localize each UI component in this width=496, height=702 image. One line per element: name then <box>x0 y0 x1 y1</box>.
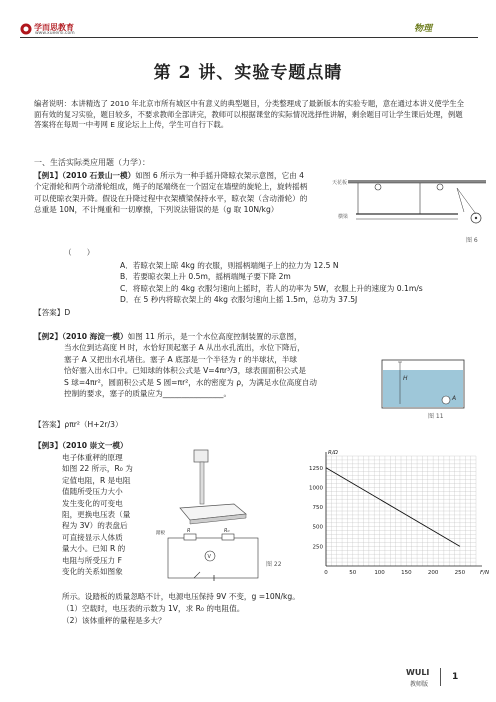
example-1 <box>34 170 312 216</box>
resistor-r0-label: R₀ <box>224 528 230 534</box>
fig22-label: 图 22 <box>266 561 282 568</box>
voltmeter-label: V <box>207 554 211 560</box>
option-b: B．若要晾衣架上升 0.5m，摇柄端绳子要下降 2m <box>120 272 291 282</box>
x-tick-label: 0 <box>324 570 328 576</box>
footer <box>0 662 496 702</box>
resistance-force-chart <box>296 448 490 586</box>
logo-icon <box>20 23 32 35</box>
y-tick-label: 500 <box>312 524 323 531</box>
y-tick-label: 1000 <box>309 485 323 492</box>
example-3-sub1: （1）空载时，电压表的示数为 1V，求 R₀ 的电阻值。 <box>62 604 245 613</box>
ceiling-label: 天花板 <box>332 180 348 186</box>
figure-11-tank <box>376 340 480 420</box>
example-2-answer: 【答案】ρπr²（H+2r/3） <box>34 420 123 429</box>
example-2-line-5: 控制的要求，塞子的质量应为________________。 <box>64 389 232 399</box>
resistor-r-label: R <box>187 528 191 534</box>
y-tick-label: 1250 <box>309 465 323 472</box>
y-tick-label: 750 <box>312 505 323 512</box>
footer-edition: 教师版 <box>410 681 429 688</box>
header-right-logo: 物理 <box>414 24 433 34</box>
logo-main: 学而思教育 <box>34 23 74 32</box>
example-1-text: 如图 6 所示为一种手摇升降晾衣架示意图，它由 4 个定滑轮和两个动滑轮组成，绳子的尾端绕在一个固定在墙壁的旋轮上，旋转摇柄可以使晾衣架升降。假设在升降过程中衣架横梁保持水平，晾衣架（含动滑轮）的总重是 10N，不计绳重和一切摩擦，下列说法错误的是（g 取 10N/kg） <box>34 171 308 215</box>
plug-label: A <box>452 395 457 402</box>
fig6-label: 图 6 <box>466 237 478 244</box>
option-d: D．在 5 秒内将晾衣架上的 4kg 衣服匀速向上摇 1.5m，总功为 37.5J <box>120 295 358 305</box>
beam-label: 横梁 <box>338 214 349 220</box>
section-heading: 一、生活实际类应用题（力学）： <box>34 158 150 167</box>
example-2-line-2: 塞子 A 又把出水孔堵住。塞子 A 底部是一个半径为 r 的半球状，半球 <box>64 354 298 364</box>
header <box>0 0 496 40</box>
pedal-label: 踏板 <box>156 531 165 536</box>
page-title: 第 2 讲、实验专题点睛 <box>153 63 343 83</box>
example-1-answer: 【答案】D <box>34 308 71 317</box>
y-tick-label: 250 <box>312 544 323 551</box>
figure-6-pulley <box>318 174 488 246</box>
logo-url: www.xueersi.com <box>35 31 75 36</box>
option-a: A．若晾衣架上晾 4kg 的衣服，则摇柄端绳子上的拉力为 12.5 N <box>120 261 339 270</box>
example-3-heading <box>34 440 128 451</box>
example-1-options <box>120 260 480 306</box>
x-tick-label: 250 <box>454 570 466 576</box>
x-tick-label: 200 <box>427 570 439 576</box>
x-tick-label: 100 <box>374 570 385 576</box>
example-2 <box>34 331 374 399</box>
example-2-line-1: 当水位到达高度 H 时，水恰好顶起塞子 A 从出水孔流出，水位下降后， <box>64 343 305 353</box>
x-tick-label: 150 <box>401 570 412 576</box>
example-2-label: 【例2】 <box>34 332 63 341</box>
example-3-sub2: （2）该体重秤的量程是多大？ <box>62 616 166 625</box>
footer-brand: WULI <box>406 668 430 677</box>
example-2-line-0: 如图 11 所示，是一个水位高度控制装置的示意图， <box>127 332 302 341</box>
x-tick-label: 50 <box>349 570 357 576</box>
page-number: 1 <box>452 672 459 682</box>
fig11-label: 图 11 <box>428 413 444 420</box>
example-2-line-3: 恰好塞入出水口中。已知球的体积公式是 V=4πr³/3，球表面面积公式是 <box>64 366 306 376</box>
option-c: C．将晾衣架上的 4kg 衣服匀速向上摇时，若人的功率为 5W，衣服上升的速度为 0.1m/s <box>120 283 423 293</box>
editor-note: 编者说明：本讲精选了 2010 年北京市所有城区中有意义的典型题目，分类整理成了最新版本的实验专题，意在通过本讲义使学生全面有效的复习实验，题目较多，不要求教师全部讲完，教师可以根据课堂的实际情况选择性讲解，剩余题目可让学生课后处理，例题答案将在每周一中考网 E 度论坛上上传，学生可自行下载。 <box>34 99 464 130</box>
example-1-label: 【例1】 <box>34 171 63 180</box>
example-3-tail: 所示。设踏板的质量忽略不计，电源电压保持 9V 不变，g =10N/kg。 <box>62 592 300 601</box>
example-2-line-4: S 球=4πr²，圆面积公式是 S 圆=πr²，水的密度为 ρ，为满足水位高度自动 <box>64 377 317 387</box>
logo <box>20 23 108 35</box>
footer-divider <box>440 668 441 686</box>
example-3-source: （2010 崇文一模） <box>62 441 128 450</box>
y-axis-label: R/Ω <box>328 450 338 456</box>
x-axis-label: F/N <box>480 570 490 576</box>
header-rule <box>20 37 478 38</box>
example-3-body: 电子体重秤的原理 如图 22 所示，R₀ 为 定值电阻，R 是电阻 值随所受压力大小 发生变化的可变电 阻，更换电压表（量 程为 3V）的表盘后 可直接显示人体质 量大小。已知 R 的 电阻与所受压力 F 变化的关系如图象 <box>62 453 133 577</box>
example-3-label: 【例3】 <box>34 441 63 450</box>
figure-22-scale <box>154 448 282 580</box>
example-2-source: （2010 海淀一模） <box>62 332 128 341</box>
height-label: H <box>403 375 408 382</box>
example-1-source: （2010 石景山一模） <box>62 171 136 180</box>
example-1-blank: （ ） <box>64 248 95 257</box>
